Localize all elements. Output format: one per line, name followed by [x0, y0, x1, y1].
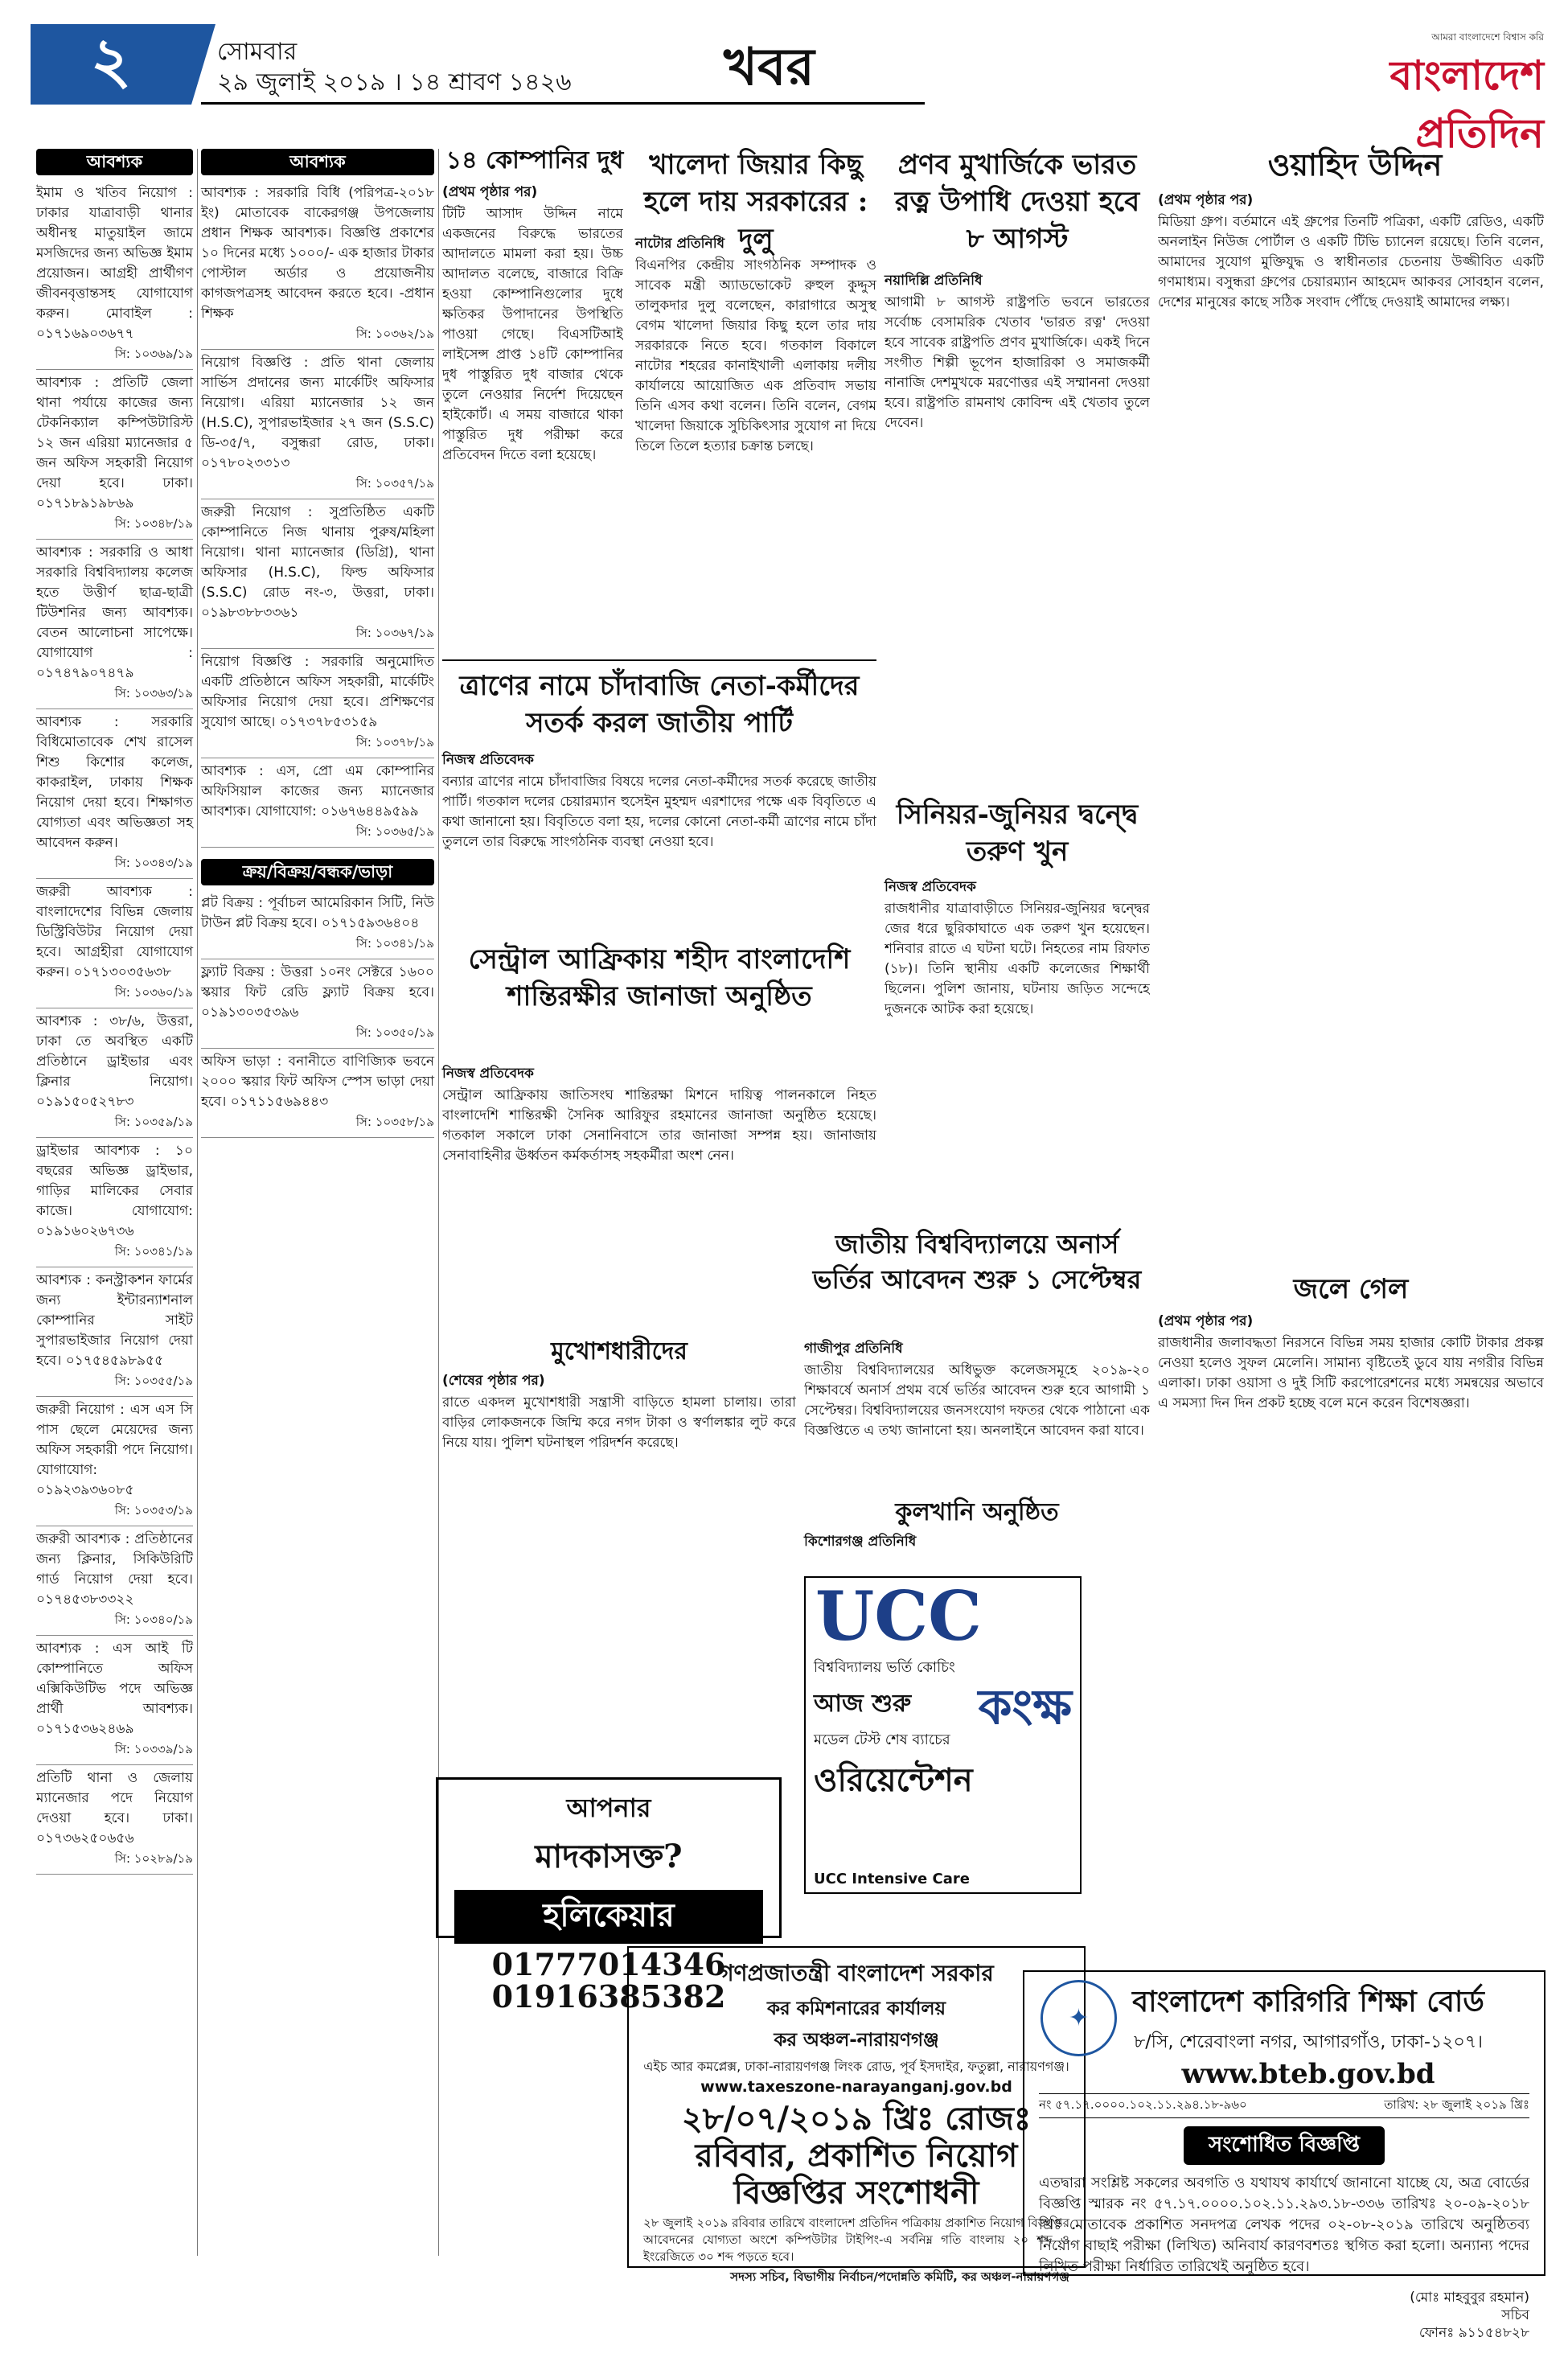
classified-ad-text: নিয়োগ বিজ্ঞপ্তি : প্রতি থানা জেলায় সার্ভিস প্রদানের জন্য মার্কেটিং অফিসার নিয়োগ। এরিয়া ম্যানেজার ১২ জন (H.S.C), সুপারভাইজার ২৭ জন (S.S.C) ডি-৩৫/৭, বসুন্ধরা রোড, ঢাকা। ০১৭৮০২৩৩১৩ [201, 355, 434, 471]
logo-tagline: আমরা বাংলাদেশে বিশ্বাস করি [1431, 31, 1544, 43]
classified-ad-text: অফিস ভাড়া : বনানীতে বাণিজ্যিক ভবনে ২০০০ স্কয়ার ফিট অফিস স্পেস ভাড়া দেয়া হবে। ০১৭১১৫৬৯৪৪৩ [201, 1054, 434, 1110]
column-divider [438, 149, 439, 2256]
classified-ad [36, 1267, 193, 1397]
newspaper-logo [1270, 31, 1544, 157]
classified-ad [36, 1636, 193, 1765]
bteb-signature [1039, 2289, 1529, 2342]
classified-ad [36, 540, 193, 709]
classified-ad-text: আবশ্যক : প্রতিটি জেলা থানা পর্যায়ে কাজের জন্য টেকনিক্যাল কম্পিউটারিস্ট ১২ জন এরিয়া ম্যানেজার ৫ জন অফিস সহকারী নিয়োগ দেয়া হবে। ঢাকা। ০১৭১৮৯১৯৮৬৯ [36, 375, 193, 511]
classified-ad-code: সি: ১০৩৫৩/১৯ [114, 1503, 193, 1518]
classified-ad-text: আবশ্যক : সরকারি বিধি (পরিপত্র-২০১৮ ইং) মোতাবেক বাকেরগঞ্জ উপজেলায় প্রধান শিক্ষক আবশ্যক। বিজ্ঞপ্তি প্রকাশের ১০ দিনের মধ্যে ১০০০/- এক হাজার টাকার পোস্টাল অর্ডার ও প্রয়োজনীয় কাগজপত্রসহ আবেদন করতে হবে। -প্রধান শিক্ষক [201, 185, 434, 322]
classified-ad [201, 890, 434, 959]
classified-category-header: ক্রয়/বিক্রয়/বন্ধক/ভাড়া [201, 859, 434, 885]
classified-ad [201, 649, 434, 758]
rehab-phone[interactable]: 01916385382 [491, 1978, 726, 2015]
classified-ad-code: সি: ১০৩৬৭/১৯ [355, 626, 434, 640]
article-body: রাজধানীর জলাবদ্ধতা নিরসনে বিভিন্ন সময় হাজার কোটি টাকার প্রকল্প নেওয়া হলেও সুফল মেলেনি। সামান্য বৃষ্টিতেই ডুবে যায় নগরীর বিভিন্ন এলাকা। ঢাকা ওয়াসা ও দুই সিটি করপোরেশনের মধ্যে সমন্বয়ের অভাবে এ সমস্যা দিন দিন প্রকট হচ্ছে বলে মনে করেন বিশেষজ্ঞরা। [1158, 1335, 1544, 1411]
bteb-ref-date: তারিখ: ২৮ জুলাই ২০১৯ খ্রিঃ [1384, 2097, 1529, 2112]
headline: ত্রাণের নামে চাঁদাবাজি নেতা-কর্মীদের সতর্ক করল জাতীয় পার্টি [459, 670, 860, 739]
byline: নিজস্ব প্রতিবেদক [885, 879, 976, 895]
headline: জলে গেল [1293, 1273, 1409, 1305]
classified-ad-code: সি: ১০৩৪১/১৯ [114, 1244, 193, 1259]
classified-ad-code: সি: ১০৩৫৭/১৯ [355, 476, 434, 491]
headline: মুখোশধারীদের [551, 1337, 688, 1366]
day-label: সোমবার [217, 38, 298, 66]
headline: কুলখানি অনুষ্ঠিত [895, 1498, 1059, 1526]
govt-title: গণপ্রজাতন্ত্রী বাংলাদেশ সরকার [719, 1960, 994, 1986]
classified-ad-code: সি: ১০৩৫৮/১৯ [355, 1115, 434, 1129]
classified-ad-code: সি: ১০৩৬০/১৯ [114, 985, 193, 1000]
ucc-orientation: ওরিয়েন্টেশন [814, 1761, 973, 1799]
ucc-line: বিশ্ববিদ্যালয় ভর্তি কোচিং [814, 1659, 955, 1676]
logo-name: বাংলাদেশ প্রতিদিন [1389, 51, 1544, 157]
govt-notice [627, 1946, 1086, 2284]
article-body: বিএনপির কেন্দ্রীয় সাংগঠনিক সম্পাদক ও সাবেক মন্ত্রী অ্যাডভোকেট রুহুল কুদ্দুস তালুকদার দুলু বলেছেন, কারাগারে অসুস্থ বেগম খালেদা জিয়ার কিছু হলে তার দায় সরকারকে নিতে হবে। গতকাল বিকালে নাটোর শহরের কানাইখালী এলাকায় দলীয় কার্যালয়ে আয়োজিত এক প্রতিবাদ সভায় তিনি এসব কথা বলেন। তিনি বলেন, বেগম খালেদা জিয়াকে সুচিকিৎসার সুযোগ না দিয়ে তিলে তিলে হত্যার চক্রান্ত চলছে। [635, 257, 876, 454]
rehab-question-2: মাদকাসক্ত? [535, 1838, 683, 1875]
classified-ad-code: সি: ১০৩৬৩/১৯ [114, 686, 193, 700]
byline: (প্রথম পৃষ্ঠার পর) [442, 184, 538, 200]
classified-ad-code: সি: ১০৩৫০/১৯ [355, 1025, 434, 1040]
classified-category-header: আবশ্যক [36, 149, 193, 175]
classified-ad-text: আবশ্যক : এস আই টি কোম্পানিতে অফিস এক্সিকিউটিভ পদে অভিজ্ঞ প্রার্থী আবশ্যক। ০১৭১৫৩৬২৪৬৯ [36, 1641, 193, 1737]
bteb-sign-name: (মোঃ মাহবুবুর রহমান) [1410, 2290, 1529, 2306]
classified-ad-text: জরুরী আবশ্যক : বাংলাদেশের বিভিন্ন জেলায় ডিস্ট্রিবিউটর নিয়োগ দেয়া হবে। আগ্রহীরা যোগাযোগ করুন। ০১৭১৩০৩৫৬৩৮ [36, 884, 193, 980]
bteb-notice [1023, 1970, 1545, 2341]
classified-ad [36, 1008, 193, 1138]
bteb-ref-number: নং ৫৭.১৭.০০০০.১০২.১১.২৯৪.১৮-৯৬০ [1039, 2097, 1247, 2112]
headline: ওয়াহিদ উদ্দিন [1267, 146, 1443, 183]
govt-website[interactable]: www.taxeszone-narayanganj.gov.bd [700, 2078, 1012, 2096]
ucc-konko: কংক্ষ [978, 1679, 1072, 1735]
page-number [31, 24, 191, 105]
classified-ad [36, 1526, 193, 1636]
rehab-question: আপনার [566, 1793, 651, 1823]
article-body: জাতীয় বিশ্ববিদ্যালয়ের অধিভুক্ত কলেজসমূহে ২০১৯-২০ শিক্ষাবর্ষে অনার্স প্রথম বর্ষে ভর্তির আবেদন শুরু হবে আগামী ১ সেপ্টেম্বর। বিশ্ববিদ্যালয়ের জনসংযোগ দফতর থেকে পাঠানো এক বিজ্ঞপ্তিতে এ তথ্য জানানো হয়। অনলাইনে আবেদন করা যাবে। [804, 1362, 1150, 1439]
govt-text: ২৮ জুলাই ২০১৯ রবিবার তারিখে বাংলাদেশ প্রতিদিন পত্রিকায় প্রকাশিত নিয়োগ বিজ্ঞপ্তির আবেদনের যোগ্যতা অংশে কম্পিউটার টাইপিং-এ সর্বনিম্ন গতি বাংলায় ২০ শব্দ ও ইংরেজিতে ৩০ শব্দ পড়তে হবে। [643, 2216, 1069, 2264]
masthead [0, 0, 1568, 157]
classified-ad-text: আবশ্যক : সরকারি ও আধা সরকারি বিশ্ববিদ্যালয় কলেজ হতে উত্তীর্ণ ছাত্র-ছাত্রী টিউশনির জন্য আবশ্যক। বেতন আলোচনা সাপেক্ষে। যোগাযোগ : ০১৭৪৭৯০৭৪৭৯ [36, 544, 193, 681]
headline: জাতীয় বিশ্ববিদ্যালয়ে অনার্স ভর্তির আবেদন শুরু ১ সেপ্টেম্বর [812, 1229, 1142, 1295]
headline: সিনিয়র-জুনিয়র দ্বন্দ্বে তরুণ খুন [896, 799, 1139, 868]
headline: প্রণব মুখার্জিকে ভারত রত্ন উপাধি দেওয়া হবে ৮ আগস্ট [894, 149, 1140, 255]
classified-ad-code: সি: ১০৩৪১/১৯ [355, 936, 434, 951]
classified-ad-text: প্রতিটি থানা ও জেলায় ম্যানেজার পদে নিয়োগ দেওয়া হবে। ঢাকা। ০১৭৩৬২৫০৬৫৬ [36, 1770, 193, 1846]
article-body: আগামী ৮ আগস্ট রাষ্ট্রপতি ভবনে ভারতের সর্বোচ্চ বেসামরিক খেতাব 'ভারত রত্ন' দেওয়া হবে সাবেক রাষ্ট্রপতি প্রণব মুখার্জিকে। একই দিনে সংগীত শিল্পী ভূপেন হাজারিকা ও সমাজকর্মী নানাজি দেশমুখকে মরণোত্তর এই সম্মাননা দেওয়া হবে। রাষ্ট্রপতি রামনাথ কোবিন্দ এই খেতাব তুলে দেবেন। [885, 294, 1150, 431]
date-label: ২৯ জুলাই ২০১৯ । ১৪ শ্রাবণ ১৪২৬ [217, 68, 572, 97]
govt-address: এইচ আর কমপ্লেক্স, ঢাকা-নারায়ণগঞ্জ লিংক রোড, পূর্ব ইসদাইর, ফতুল্লা, নারায়ণগঞ্জ। [643, 2059, 1069, 2074]
dateline [201, 24, 925, 105]
classified-list [36, 180, 193, 1875]
classifieds-column-1 [36, 149, 193, 1875]
byline: নয়াদিল্লি প্রতিনিধি [885, 273, 983, 289]
classified-ad-code: সি: ১০৩৩৯/১৯ [114, 1742, 193, 1756]
classified-ad [36, 370, 193, 540]
bteb-reference [1039, 2093, 1529, 2118]
classified-ad [201, 499, 434, 649]
classified-ad-text: আবশ্যক : এস, প্রো এম কোম্পানির অফিসিয়াল কাজের জন্য ম্যানেজার আবশ্যক। যোগাযোগ: ০১৬৭৬৪৪৯৫৯৯ [201, 763, 434, 819]
byline: নাটোর প্রতিনিধি [635, 236, 725, 252]
classified-ad-code: সি: ১০৩৭৮/১৯ [355, 735, 434, 750]
classified-ad [201, 180, 434, 350]
article-body: টিটি আসাদ উদ্দিন নামে একজনের বিরুদ্ধে ভারতের আদালতে মামলা করা হয়। উচ্চ আদালত বলেছে, বাজারে বিক্রি হওয়া কোম্পানিগুলোর দুধে ক্ষতিকর উপাদানের উপস্থিতি পাওয়া গেছে। বিএসটিআই লাইসেন্স প্রাপ্ত ১৪টি কোম্পানির দুধ পাস্তুরিত দুধ বাজার থেকে তুলে নেওয়ার নির্দেশ দিয়েছেন হাইকোর্ট। এ সময় বাজারে থাকা পাস্তুরিত দুধ পরীক্ষা করে প্রতিবেদন দিতে বলা হয়েছে। [442, 206, 623, 463]
ucc-coaching-ad [804, 1576, 1082, 1894]
classified-ad [201, 758, 434, 848]
bteb-title: বাংলাদেশ কারিগরি শিক্ষা বোর্ড [1132, 1985, 1484, 2019]
byline: (প্রথম পৃষ্ঠার পর) [1158, 1313, 1254, 1329]
article-body: রাজধানীর যাত্রাবাড়ীতে সিনিয়র-জুনিয়র দ্বন্দ্বের জের ধরে ছুরিকাঘাতে এক তরুণ খুন হয়েছেন। শনিবার রাতে এ ঘটনা ঘটে। নিহতের নাম রিফাত (১৮)। তিনি স্থানীয় একটি কলেজের শিক্ষার্থী ছিলেন। পুলিশ জানায়, ঘটনায় জড়িত সন্দেহে দুজনকে আটক করা হয়েছে। [885, 901, 1150, 1017]
byline: গাজীপুর প্রতিনিধি [804, 1341, 903, 1357]
ucc-brand: UCC [815, 1576, 982, 1656]
classified-ad-text: জরুরী আবশ্যক : প্রতিষ্ঠানের জন্য ক্লিনার, সিকিউরিটি গার্ড নিয়োগ দেয়া হবে। ০১৭৪৫৩৮৩৩২২ [36, 1531, 193, 1608]
classified-ad-code: সি: ১০৩৪০/১৯ [114, 1612, 193, 1627]
byline: নিজস্ব প্রতিবেদক [442, 1066, 534, 1082]
classified-ad-text: আবশ্যক : কনস্ট্রাকশন ফার্মের জন্য ইন্টারন্যাশনাল কোম্পানির সাইট সুপারভাইজার নিয়োগ দেয়া হবে। ০১৭৫৪৫৯৮৯৫৫ [36, 1272, 193, 1369]
classified-ad [201, 1049, 434, 1138]
classified-ad-text: আবশ্যক : ৩৮/৬, উত্তরা, ঢাকা তে অবস্থিত একটি প্রতিষ্ঠানে ড্রাইভার এবং ক্লিনার নিয়োগ। ০১৯১৫০৫২৭৮৩ [36, 1013, 193, 1110]
column-divider [197, 149, 198, 2256]
article-body: মিডিয়া গ্রুপ। বর্তমানে এই গ্রুপের তিনটি পত্রিকা, একটি রেডিও, একটি অনলাইন নিউজ পোর্টাল ও একটি টিভি চ্যানেল রয়েছে। তিনি বলেন, আমাদের সুযোগ মুক্তিযুদ্ধ ও স্বাধীনতার চেতনায় উজ্জীবিত একটি গণমাধ্যম। বসুন্ধরা গ্রুপের চেয়ারম্যান আহমেদ আকবর সোবহান বলেন, দেশের মানুষের কাছে সঠিক সংবাদ পৌঁছে দেওয়াই আমাদের লক্ষ্য। [1158, 214, 1544, 310]
headline: ১৪ কোম্পানির দুধ [445, 146, 624, 175]
govt-subtitle: কর অঞ্চল-নারায়ণগঞ্জ [774, 2030, 939, 2051]
classified-ad-code: সি: ১০২৮৯/১৯ [114, 1851, 193, 1866]
classified-ad-code: সি: ১০৩৪৮/১৯ [114, 516, 193, 531]
govt-headline: ২৮/০৭/২০১৯ খ্রিঃ রোজঃ রবিবার, প্রকাশিত নিয়োগ বিজ্ঞপ্তির সংশোধনী [681, 2100, 1032, 2212]
classified-ad-text: প্লট বিক্রয় : পূর্বাচল আমেরিকান সিটি, নিউ টাউন প্লট বিক্রয় হবে। ০১৭১৫৯৩৬৪০৪ [201, 895, 434, 931]
byline: নিজস্ব প্রতিবেদক [442, 752, 534, 768]
bteb-seal-icon: ✦ [1041, 1980, 1117, 2056]
classified-ad-code: সি: ১০৩৫৫/১৯ [114, 1374, 193, 1388]
classified-ad-text: নিয়োগ বিজ্ঞপ্তি : সরকারি অনুমোদিত একটি প্রতিষ্ঠানে অফিস সহকারী, মার্কেটিং অফিসার নিয়োগ দেয়া হবে। প্রশিক্ষণের সুযোগ আছে। ০১৭৩৭৮৫৩১৫৯ [201, 654, 434, 730]
classified-ad [201, 350, 434, 499]
bteb-address: ৮/সি, শেরেবাংলা নগর, আগারগাঁও, ঢাকা-১২০৭। [1133, 2032, 1483, 2052]
classified-ad-code: সি: ১০৩৬৫/১৯ [355, 824, 434, 839]
classified-ad [36, 709, 193, 879]
classified-ad-text: ড্রাইভার আবশ্যক : ১০ বছরের অভিজ্ঞ ড্রাইভার, গাড়ির মালিকের সেবার কাজে। যোগাযোগ: ০১৯১৬০২৬৭৩৬ [36, 1143, 193, 1239]
headline: খালেদা জিয়ার কিছু হলে দায় সরকারের : দুলু [643, 149, 868, 255]
govt-subtitle: কর কমিশনারের কার্যালয় [766, 1998, 946, 2019]
bteb-sign-title: সচিব [1501, 2307, 1529, 2323]
classified-ad-code: সি: ১০৩৪৩/১৯ [114, 856, 193, 870]
classified-ad-text: জরুরী নিয়োগ : সুপ্রতিষ্ঠিত একটি কোম্পানিতে নিজ থানায় পুরুষ/মহিলা নিয়োগ। থানা ম্যানেজার (ডিগ্রি), থানা অফিসার (H.S.C), ফিল্ড অফিসার (S.S.C) রোড নং-৩, উত্তরা, ঢাকা। ০১৯৮৩৮৮৩৩৬১ [201, 504, 434, 621]
classified-ad [36, 1397, 193, 1526]
classified-ad-text: ইমাম ও খতিব নিয়োগ : ঢাকার যাত্রাবাড়ী থানার অধীনস্থ মাতুয়াইল জামে মসজিদের জন্য অভিজ্ঞ ইমাম প্রয়োজন। আগ্রহী প্রার্থীগণ জীবনবৃত্তান্তসহ যোগাযোগ করুন। মোবাইল : ০১৭১৬৯০৩৬৭৭ [36, 185, 193, 342]
rehab-brand: হলিকেয়ার [454, 1890, 763, 1944]
classified-ad-text: জরুরী নিয়োগ : এস এস সি পাস ছেলে মেয়েদের জন্য অফিস সহকারী পদে নিয়োগ। যোগাযোগ: ০১৯২৩৯৩৬০৮৫ [36, 1402, 193, 1498]
headline: সেন্ট্রাল আফ্রিকায় শহীদ বাংলাদেশি শান্তিরক্ষীর জানাজা অনুষ্ঠিত [468, 943, 851, 1012]
classified-list [201, 890, 434, 1138]
classified-ad-text: ফ্ল্যাট বিক্রয় : উত্তরা ১০নং সেক্টরে ১৬০০ স্কয়ার ফিট রেডি ফ্ল্যাট বিক্রয় হবে। ০১৯১৩০৩৫৩৯৬ [201, 964, 434, 1021]
classified-ad-text: আবশ্যক : সরকারি বিধিমোতাবেক শেখ রাসেল শিশু কিশোর কলেজ, কাকরাইল, ঢাকায় শিক্ষক নিয়োগ দেয়া হবে। শিক্ষাগত যোগ্যতা এবং অভিজ্ঞতা সহ আবেদন করুন। [36, 714, 193, 851]
classified-category-header: আবশ্যক [201, 149, 434, 175]
ucc-line: মডেল টেস্ট শেষ ব্যাচের [814, 1731, 950, 1748]
rehab-phone[interactable]: 01777014346 [491, 1946, 726, 1982]
byline: (শেষের পৃষ্ঠার পর) [442, 1373, 545, 1389]
rule [442, 659, 876, 661]
bteb-notice-label: সংশোধিত বিজ্ঞপ্তি [1184, 2126, 1385, 2165]
byline: কিশোরগঞ্জ প্রতিনিধি [804, 1534, 917, 1550]
bteb-sign-phone: ফোনঃ ৯১১৫৪৮২৮ [1418, 2325, 1529, 2341]
classified-ad [201, 959, 434, 1049]
classified-ad [36, 879, 193, 1008]
byline: (প্রথম পৃষ্ঠার পর) [1158, 192, 1254, 208]
article-body: বন্যার ত্রাণের নামে চাঁদাবাজির বিষয়ে দলের নেতা-কর্মীদের সতর্ক করেছে জাতীয় পার্টি। গতকাল দলের চেয়ারম্যান হুসেইন মুহম্মদ এরশাদের পক্ষে এক বিবৃতিতে এ কথা জানানো হয়। বিবৃতিতে বলা হয়, দলের কোনো নেতা-কর্মী ত্রাণের নামে চাঁদা তুললে তার বিরুদ্ধে সাংগঠনিক ব্যবস্থা নেওয়া হবে। [442, 774, 876, 850]
page-number-text: ২ [90, 24, 132, 97]
classified-ad [36, 180, 193, 370]
ucc-line: আজ শুরু [814, 1690, 912, 1718]
section-title: খবর [724, 37, 815, 97]
rehab-ad [436, 1777, 782, 2015]
bteb-website[interactable]: www.bteb.gov.bd [1181, 2058, 1435, 2090]
classified-ad-code: সি: ১০৩৬৯/১৯ [114, 347, 193, 361]
ucc-footer: UCC Intensive Care [814, 1871, 970, 1887]
article-body: রাতে একদল মুখোশধারী সন্ত্রাসী বাড়িতে হামলা চালায়। তারা বাড়ির লোকজনকে জিম্মি করে নগদ টাকা ও স্বর্ণালঙ্কার লুট করে নিয়ে যায়। পুলিশ ঘটনাস্থল পরিদর্শন করেছে। [442, 1394, 796, 1451]
classified-ad-code: সি: ১০৩৫৯/১৯ [114, 1115, 193, 1129]
govt-sign: সদস্য সচিব, বিভাগীয় নির্বাচন/পদোন্নতি কমিটি, কর অঞ্চল-নারায়ণগঞ্জ [730, 2269, 1069, 2284]
classified-ad [36, 1138, 193, 1267]
classified-ad [36, 1765, 193, 1875]
classified-list [201, 180, 434, 848]
classifieds-column-2 [201, 149, 434, 1138]
classified-ad-code: সি: ১০৩৬২/১৯ [355, 327, 434, 341]
bteb-text: এতদ্বারা সংশ্লিষ্ট সকলের অবগতি ও যথাযথ কার্যার্থে জানানো যাচ্ছে যে, অত্র বোর্ডের বিজ্ঞপ্তি স্মারক নং ৫৭.১৭.০০০০.১০২.১১.২৯৩.১৮-৩৩৬ তারিখঃ ২০-০৯-২০১৮ খ্রিঃ মোতাবেক প্রকাশিত সনদপত্র লেখক পদের ০২-০৮-২০১৯ তারিখে অনুষ্ঠিতব্য নিয়োগ বাছাই পরীক্ষা (লিখিত) অনিবার্য কারণবশতঃ স্থগিত করা হলো। অন্যান্য পদের লিখিত পরীক্ষা নির্ধারিত তারিখেই অনুষ্ঠিত হবে। [1039, 2175, 1529, 2275]
article-body: সেন্ট্রাল আফ্রিকায় জাতিসংঘ শান্তিরক্ষা মিশনে দায়িত্ব পালনকালে নিহত বাংলাদেশি শান্তিরক্ষী সৈনিক আরিফুর রহমানের জানাজা অনুষ্ঠিত হয়েছে। গতকাল সকালে ঢাকা সেনানিবাসে তার জানাজা সম্পন্ন হয়। জানাজায় সেনাবাহিনীর ঊর্ধ্বতন কর্মকর্তাসহ সহকর্মীরা অংশ নেন। [442, 1087, 876, 1164]
